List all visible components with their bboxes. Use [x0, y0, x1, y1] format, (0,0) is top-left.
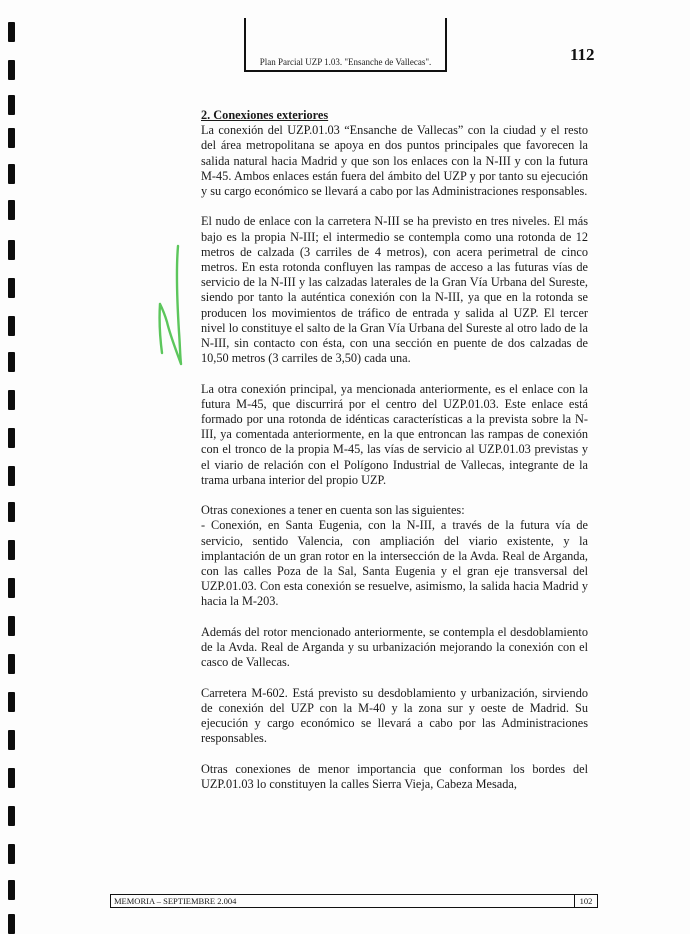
paragraph-6: Carretera M-602. Está previsto su desdoblamiento y urbanización, sirviendo de conexión del UZP con la M-40 y la zona sur y oeste de Madrid. Su ejecución y cargo económico se llevará a cabo por las Administraciones responsables. [201, 685, 588, 746]
footer-label: MEMORIA – SEPTIEMBRE 2.004 [114, 896, 237, 906]
binding-hole [8, 502, 15, 522]
binding-hole [8, 768, 15, 788]
binding-hole [8, 278, 15, 298]
section-body [201, 108, 588, 807]
binding-hole [8, 95, 15, 115]
binding-hole [8, 240, 15, 260]
binding-hole [8, 654, 15, 674]
binding-hole [8, 428, 15, 448]
binding-hole [8, 880, 15, 900]
running-title: Plan Parcial UZP 1.03. "Ensanche de Vallecas". [259, 57, 432, 67]
paragraph-4: Otras conexiones a tener en cuenta son las siguientes: - Conexión, en Santa Eugenia, con la N-III, a través de la futura vía de servicio, sentido Valencia, con ampliación del viario existente, y la implantación de un gran rotor en la intersección de la Avda. Real de Arganda, con las calles Poza de la Sal, Santa Eugenia y el gran eje transversal del UZP.01.03. Con esta conexión se resuelve, asimismo, la salida hacia Madrid y hacia la M-203. [201, 503, 588, 609]
binding-hole [8, 730, 15, 750]
binding-hole [8, 22, 15, 42]
binding-hole [8, 692, 15, 712]
binding-hole [8, 390, 15, 410]
binding-hole [8, 200, 15, 220]
footer-page-number: 102 [574, 895, 597, 907]
binding-hole [8, 352, 15, 372]
paragraph-5: Además del rotor mencionado anteriormente, se contempla el desdoblamiento de la Avda. Real de Arganda y su urbanización mejorando la conexión con el casco de Vallecas. [201, 624, 588, 670]
binding-hole [8, 60, 15, 80]
section-heading: 2. Conexiones exteriores [201, 108, 329, 122]
paragraph-7: Otras conexiones de menor importancia que conforman los bordes del UZP.01.03 lo constituyen la calles Sierra Vieja, Cabeza Mesada, [201, 761, 588, 791]
binding-hole [8, 316, 15, 336]
binding-hole [8, 578, 15, 598]
binding-hole [8, 806, 15, 826]
binding-hole [8, 540, 15, 560]
binding-hole [8, 164, 15, 184]
paragraph-3: La otra conexión principal, ya mencionada anteriormente, es el enlace con la futura M-45, que discurrirá por el centro del UZP.01.03. Este enlace está formado por una rotonda de idénticas características a la prevista sobre la N-III, ya comentada anteriormente, en la que entroncan las rampas de conexión con el tronco de la propia M-45, las vías de servicio al UZP.01.03 previstas y el viario de relación con el Polígono Industrial de Vallecas, integrante de la trama urbana interior del propio UZP. [201, 381, 588, 487]
binding-hole [8, 616, 15, 636]
handwritten-mark-icon [150, 240, 190, 370]
paragraph-1: La conexión del UZP.01.03 “Ensanche de Vallecas” con la ciudad y el resto del área metropolitana se apoya en dos puntos principales que favorecen la salida natural hacia Madrid y que son los enlaces con la N-III y con la futura M-45. Ambos enlaces están fuera del ámbito del UZP y por tanto su ejecución y su cargo económico se llevará a cabo por las Administraciones responsables. [201, 123, 588, 199]
binding-hole [8, 914, 15, 934]
binding-hole [8, 128, 15, 148]
footer-box [110, 894, 598, 908]
header-box [244, 18, 447, 72]
paragraph-2: El nudo de enlace con la carretera N-III se ha previsto en tres niveles. El más bajo es la propia N-III; el intermedio se contempla como una rotonda de 12 metros de calzada (3 carriles de 4 metros), con acera perimetral de cinco metros. En esta rotonda confluyen las rampas de acceso a las futuras vías de servicio de la N-III y las calzadas laterales de la Gran Vía Urbana del Sureste, siendo por tanto la auténtica conexión con la N-III, ya que en la rotonda se producen los movimientos de tráfico de entrada y salida al UZP. El tercer nivel lo constituye el salto de la Gran Vía Urbana del Sureste al otro lado de la N-III, sin contacto con ésta, con una sección en puente de dos calzadas de 10,50 metros (3 carriles de 3,50) cada una. [201, 214, 588, 366]
page-number: 112 [570, 45, 595, 64]
binding-hole [8, 844, 15, 864]
binding-hole [8, 466, 15, 486]
